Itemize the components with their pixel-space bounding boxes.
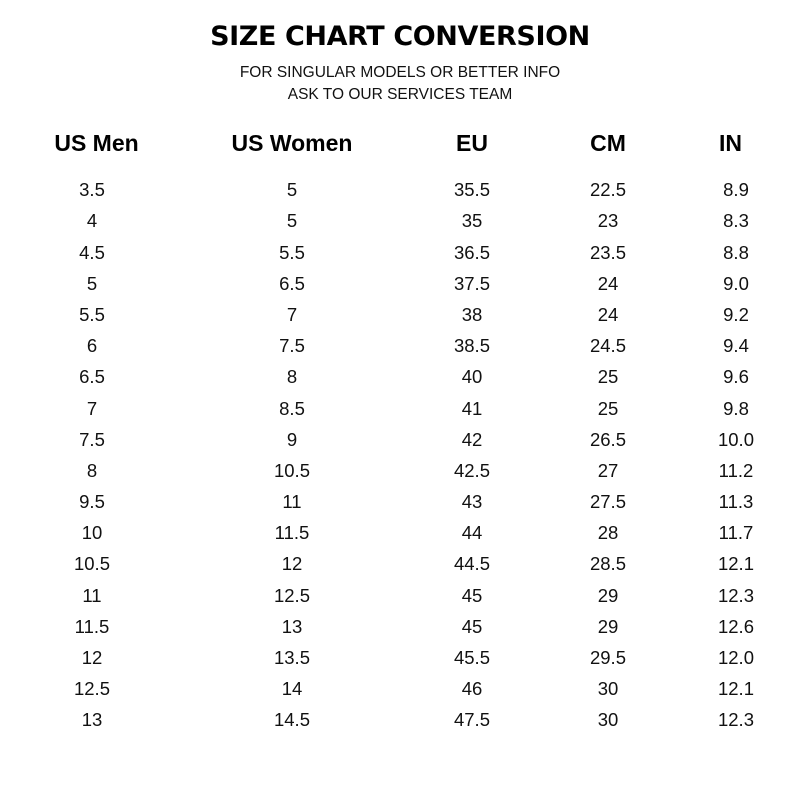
table-cell: 24: [597, 272, 619, 294]
page-header: [0, 0, 800, 107]
table-cell: 11: [82, 584, 102, 606]
subtitle-line-1: FOR SINGULAR MODELS OR BETTER INFO: [239, 63, 561, 81]
table-cell: 10: [81, 522, 103, 544]
table-cell: 8.9: [723, 179, 749, 201]
table-cell: 25: [597, 397, 619, 419]
table-cell: 37.5: [453, 272, 490, 294]
table-cell: 5.5: [279, 241, 305, 263]
table-cell: 45: [461, 615, 483, 637]
table-cell: 5: [286, 210, 298, 232]
column-header-us-women: US Women: [231, 129, 353, 156]
table-cell: 8.5: [279, 397, 305, 419]
table-cell: 3.5: [79, 179, 105, 201]
table-cell: 12.5: [73, 678, 110, 700]
table-cell: 13: [81, 709, 103, 731]
table-cell: 36.5: [453, 241, 490, 263]
table-cell: 24: [597, 303, 619, 325]
table-row: [0, 268, 800, 299]
column-header-cm: CM: [590, 129, 626, 156]
table-cell: 28.5: [589, 553, 626, 575]
table-cell: 27: [597, 459, 619, 481]
table-cell: 4.5: [79, 241, 105, 263]
page-subtitle: [0, 62, 800, 107]
table-row: [0, 175, 800, 206]
table-cell: 9.4: [723, 335, 749, 357]
table-cell: 12.1: [717, 553, 754, 575]
table-cell: 10.5: [73, 553, 110, 575]
table-cell: 10.5: [273, 459, 310, 481]
table-cell: 38: [461, 303, 483, 325]
table-row: [0, 206, 800, 237]
table-cell: 7: [286, 303, 298, 325]
table-cell: 30: [597, 678, 619, 700]
table-cell: 13.5: [273, 647, 310, 669]
table-cell: 11.3: [718, 491, 754, 513]
table-row: [0, 331, 800, 362]
table-row: [0, 549, 800, 580]
table-cell: 12.0: [717, 647, 754, 669]
table-row: [0, 518, 800, 549]
table-cell: 42: [461, 428, 483, 450]
table-row: [0, 642, 800, 673]
table-cell: 12.3: [717, 584, 754, 606]
table-cell: 46: [461, 678, 483, 700]
table-cell: 6.5: [279, 272, 305, 294]
table-cell: 12.1: [717, 678, 754, 700]
table-row: [0, 299, 800, 330]
table-cell: 12.6: [717, 615, 754, 637]
table-cell: 11.7: [718, 522, 754, 544]
table-row: [0, 237, 800, 268]
table-cell: 12: [81, 647, 103, 669]
subtitle-line-2: ASK TO OUR SERVICES TEAM: [287, 86, 513, 104]
table-cell: 23: [597, 210, 619, 232]
table-cell: 8: [86, 459, 98, 481]
table-cell: 7: [86, 397, 98, 419]
table-cell: 11.5: [274, 522, 310, 544]
table-cell: 8: [286, 366, 298, 388]
table-cell: 12.3: [717, 709, 754, 731]
table-cell: 14: [281, 678, 303, 700]
table-cell: 38.5: [453, 335, 490, 357]
table-cell: 28: [597, 522, 619, 544]
table-row: [0, 424, 800, 455]
table-cell: 5: [286, 179, 298, 201]
table-cell: 7.5: [279, 335, 305, 357]
table-cell: 5: [86, 272, 98, 294]
table-cell: 12: [281, 553, 303, 575]
table-row: [0, 611, 800, 642]
table-cell: 6: [86, 335, 98, 357]
table-cell: 35.5: [453, 179, 490, 201]
table-cell: 22.5: [589, 179, 626, 201]
table-cell: 9.2: [723, 303, 749, 325]
size-conversion-table: [0, 129, 800, 736]
table-row: [0, 487, 800, 518]
table-cell: 10.0: [717, 428, 754, 450]
table-row: [0, 580, 800, 611]
table-body: [0, 175, 800, 736]
table-header-row: [0, 129, 800, 175]
table-cell: 35: [461, 210, 483, 232]
table-cell: 9.6: [723, 366, 749, 388]
table-cell: 9.5: [79, 491, 105, 513]
table-cell: 11.2: [718, 459, 754, 481]
table-cell: 8.3: [723, 210, 749, 232]
table-cell: 27.5: [589, 491, 626, 513]
table-cell: 47.5: [453, 709, 490, 731]
table-row: [0, 705, 800, 736]
table-cell: 45.5: [453, 647, 490, 669]
table-cell: 9.0: [723, 272, 749, 294]
table-cell: 41: [461, 397, 483, 419]
table-cell: 7.5: [79, 428, 105, 450]
table-cell: 24.5: [589, 335, 626, 357]
table-cell: 9: [286, 428, 298, 450]
table-cell: 26.5: [589, 428, 626, 450]
table-cell: 5.5: [79, 303, 105, 325]
table-cell: 29.5: [589, 647, 626, 669]
table-cell: 14.5: [273, 709, 310, 731]
table-cell: 29: [597, 584, 619, 606]
table-cell: 6.5: [79, 366, 105, 388]
table-cell: 8.8: [723, 241, 749, 263]
table-row: [0, 393, 800, 424]
column-header-us-men: US Men: [54, 129, 139, 156]
table-cell: 42.5: [453, 459, 490, 481]
table-cell: 4: [86, 210, 98, 232]
table-row: [0, 674, 800, 705]
table-cell: 11.5: [74, 615, 110, 637]
table-row: [0, 455, 800, 486]
column-header-in: IN: [719, 129, 742, 156]
table-cell: 45: [461, 584, 483, 606]
page-title: SIZE CHART CONVERSION: [210, 21, 590, 52]
table-cell: 40: [461, 366, 483, 388]
table-cell: 11: [282, 491, 302, 513]
table-cell: 9.8: [723, 397, 749, 419]
table-cell: 25: [597, 366, 619, 388]
table-cell: 43: [461, 491, 483, 513]
table-cell: 30: [597, 709, 619, 731]
table-cell: 23.5: [589, 241, 626, 263]
table-cell: 44.5: [453, 553, 490, 575]
table-cell: 13: [281, 615, 303, 637]
table-cell: 12.5: [273, 584, 310, 606]
column-header-eu: EU: [456, 129, 488, 156]
table-cell: 29: [597, 615, 619, 637]
table-row: [0, 362, 800, 393]
table-cell: 44: [461, 522, 483, 544]
